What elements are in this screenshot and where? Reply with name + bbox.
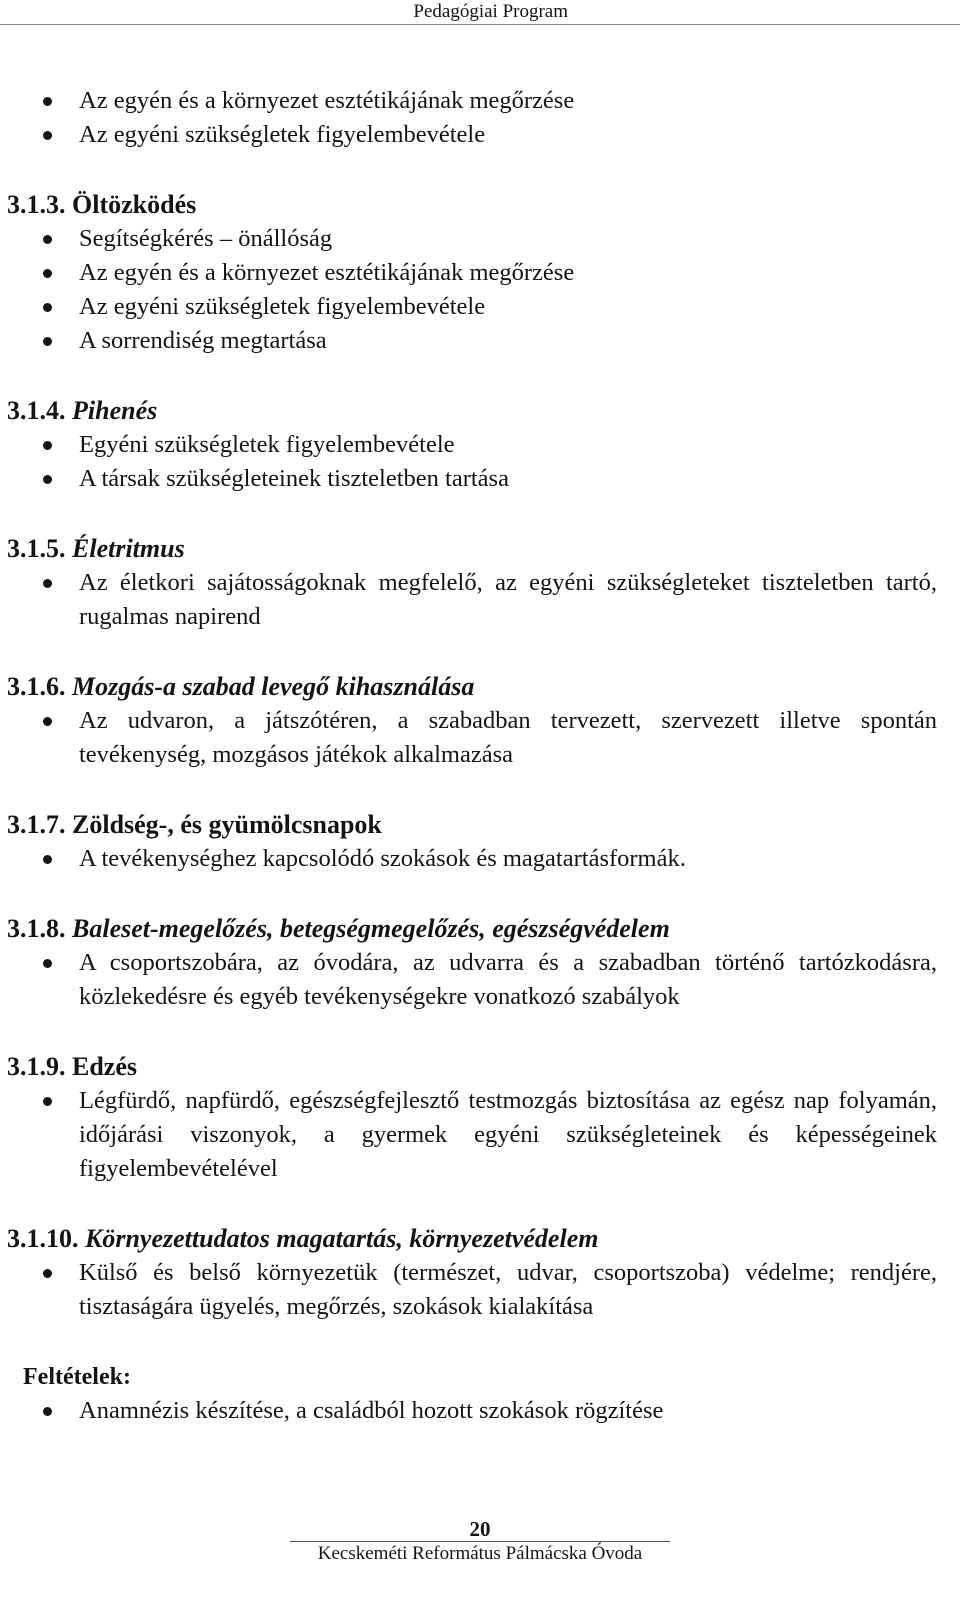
bullet-icon: [43, 475, 52, 484]
list-item-text: Az udvaron, a játszótéren, a szabadban tervezett, szervezett illetve spontán tevékenység, mozgásos játékok alkalmazása: [79, 707, 937, 768]
list-item-text: Az egyéni szükségletek figyelembevétele: [79, 293, 486, 320]
bullet-icon: [43, 579, 52, 588]
section-title: Öltözködés: [72, 190, 197, 219]
section-title: Zöldség-, és gyümölcsnapok: [72, 810, 382, 839]
section-heading: [7, 532, 937, 566]
list-item-text: Légfürdő, napfürdő, egészségfejlesztő testmozgás biztosítása az egész nap folyamán, időjárási viszonyok, a gyermek egyéni szükségleteinek és képességeinek figyelembevételével: [79, 1087, 937, 1182]
section-number: 3.1.10.: [7, 1224, 79, 1253]
section: [7, 1050, 937, 1186]
bullet-icon: [43, 131, 52, 140]
sections-container: [7, 188, 937, 1324]
list-item: [7, 1084, 937, 1186]
conditions-heading: Feltételek:: [23, 1364, 131, 1390]
list-item-text: A sorrendiség megtartása: [79, 327, 327, 354]
list-item-text: A csoportszobára, az óvodára, az udvarra és a szabadban történő tartózkodásra, közlekedésre és egyéb tevékenységekre vonatkozó szabályok: [79, 949, 937, 1010]
section-heading: [7, 808, 937, 842]
section: [7, 532, 937, 634]
conditions-section: [7, 1360, 937, 1428]
list-item-text: Külső és belső környezetük (természet, udvar, csoportszoba) védelme; rendjére, tisztaságára ügyelés, megőrzés, szokások kialakítása: [79, 1259, 937, 1320]
bullet-icon: [43, 1407, 52, 1416]
section-title: Edzés: [72, 1052, 137, 1081]
bullet-icon: [43, 97, 52, 106]
header-title: Pedagógiai Program: [413, 1, 568, 22]
section-heading: [7, 670, 937, 704]
page-header: [0, 0, 960, 22]
section-title: Környezettudatos magatartás, környezetvédelem: [85, 1224, 599, 1253]
bullet-icon: [43, 337, 52, 346]
list-item: [7, 462, 937, 496]
section-title: Pihenés: [72, 396, 158, 425]
section-number: 3.1.6.: [7, 672, 66, 701]
list-item: [7, 946, 937, 1014]
section: [7, 912, 937, 1014]
list-item: Anamnézis készítése, a családból hozott szokások rögzítése: [7, 1394, 937, 1428]
intro-list: [7, 84, 937, 152]
bullet-icon: [43, 959, 52, 968]
section-number: 3.1.3.: [7, 190, 66, 219]
bullet-icon: [43, 1097, 52, 1106]
section: [7, 670, 937, 772]
list-item: [7, 704, 937, 772]
list-item: [7, 290, 937, 324]
list-item: [7, 842, 937, 876]
list-item-text: Segítségkérés – önállóság: [79, 225, 333, 252]
section-number: 3.1.8.: [7, 914, 66, 943]
bullet-icon: [43, 1269, 52, 1278]
section-heading: [7, 394, 937, 428]
section-heading: [7, 188, 937, 222]
list-item: Az egyén és a környezet esztétikájának megőrzése: [7, 84, 937, 118]
header-rule: [0, 24, 960, 25]
section-number: 3.1.4.: [7, 396, 66, 425]
list-item: [7, 256, 937, 290]
bullet-icon: [43, 235, 52, 244]
section: [7, 1222, 937, 1324]
list-item-text: Egyéni szükségletek figyelembevétele: [79, 431, 455, 458]
section-title: Életritmus: [72, 534, 185, 563]
list-item: Az egyéni szükségletek figyelembevétele: [7, 118, 937, 152]
bullet-icon: [43, 303, 52, 312]
list-item-text: A társak szükségleteinek tiszteletben tartása: [79, 465, 509, 492]
section: [7, 188, 937, 358]
list-item-text: A tevékenységhez kapcsolódó szokások és magatartásformák.: [79, 845, 686, 872]
section: [7, 808, 937, 876]
section-number: 3.1.7.: [7, 810, 66, 839]
bullet-icon: [43, 269, 52, 278]
list-item: [7, 324, 937, 358]
section-number: 3.1.5.: [7, 534, 66, 563]
section-number: 3.1.9.: [7, 1052, 66, 1081]
page-number: 20: [469, 1517, 491, 1541]
section-title: Baleset-megelőzés, betegségmegelőzés, egészségvédelem: [72, 914, 670, 943]
list-item: [7, 428, 937, 462]
list-item: [7, 1256, 937, 1324]
section: [7, 394, 937, 496]
footer-rule: [290, 1541, 670, 1542]
section-title: Mozgás-a szabad levegő kihasználása: [72, 672, 475, 701]
bullet-icon: [43, 441, 52, 450]
list-item: [7, 566, 937, 634]
section-heading: [7, 912, 937, 946]
section-heading: [7, 1222, 937, 1256]
list-item-text: Az életkori sajátosságoknak megfelelő, az egyéni szükségleteket tiszteletben tartó, rugalmas napirend: [79, 569, 937, 630]
footer-institution: Kecskeméti Református Pálmácska Óvoda: [317, 1543, 643, 1564]
list-item: [7, 222, 937, 256]
document-body: [7, 84, 937, 1464]
list-item-text: Az egyén és a környezet esztétikájának megőrzése: [79, 259, 575, 286]
section-heading: [7, 1050, 937, 1084]
bullet-icon: [43, 717, 52, 726]
bullet-icon: [43, 855, 52, 864]
